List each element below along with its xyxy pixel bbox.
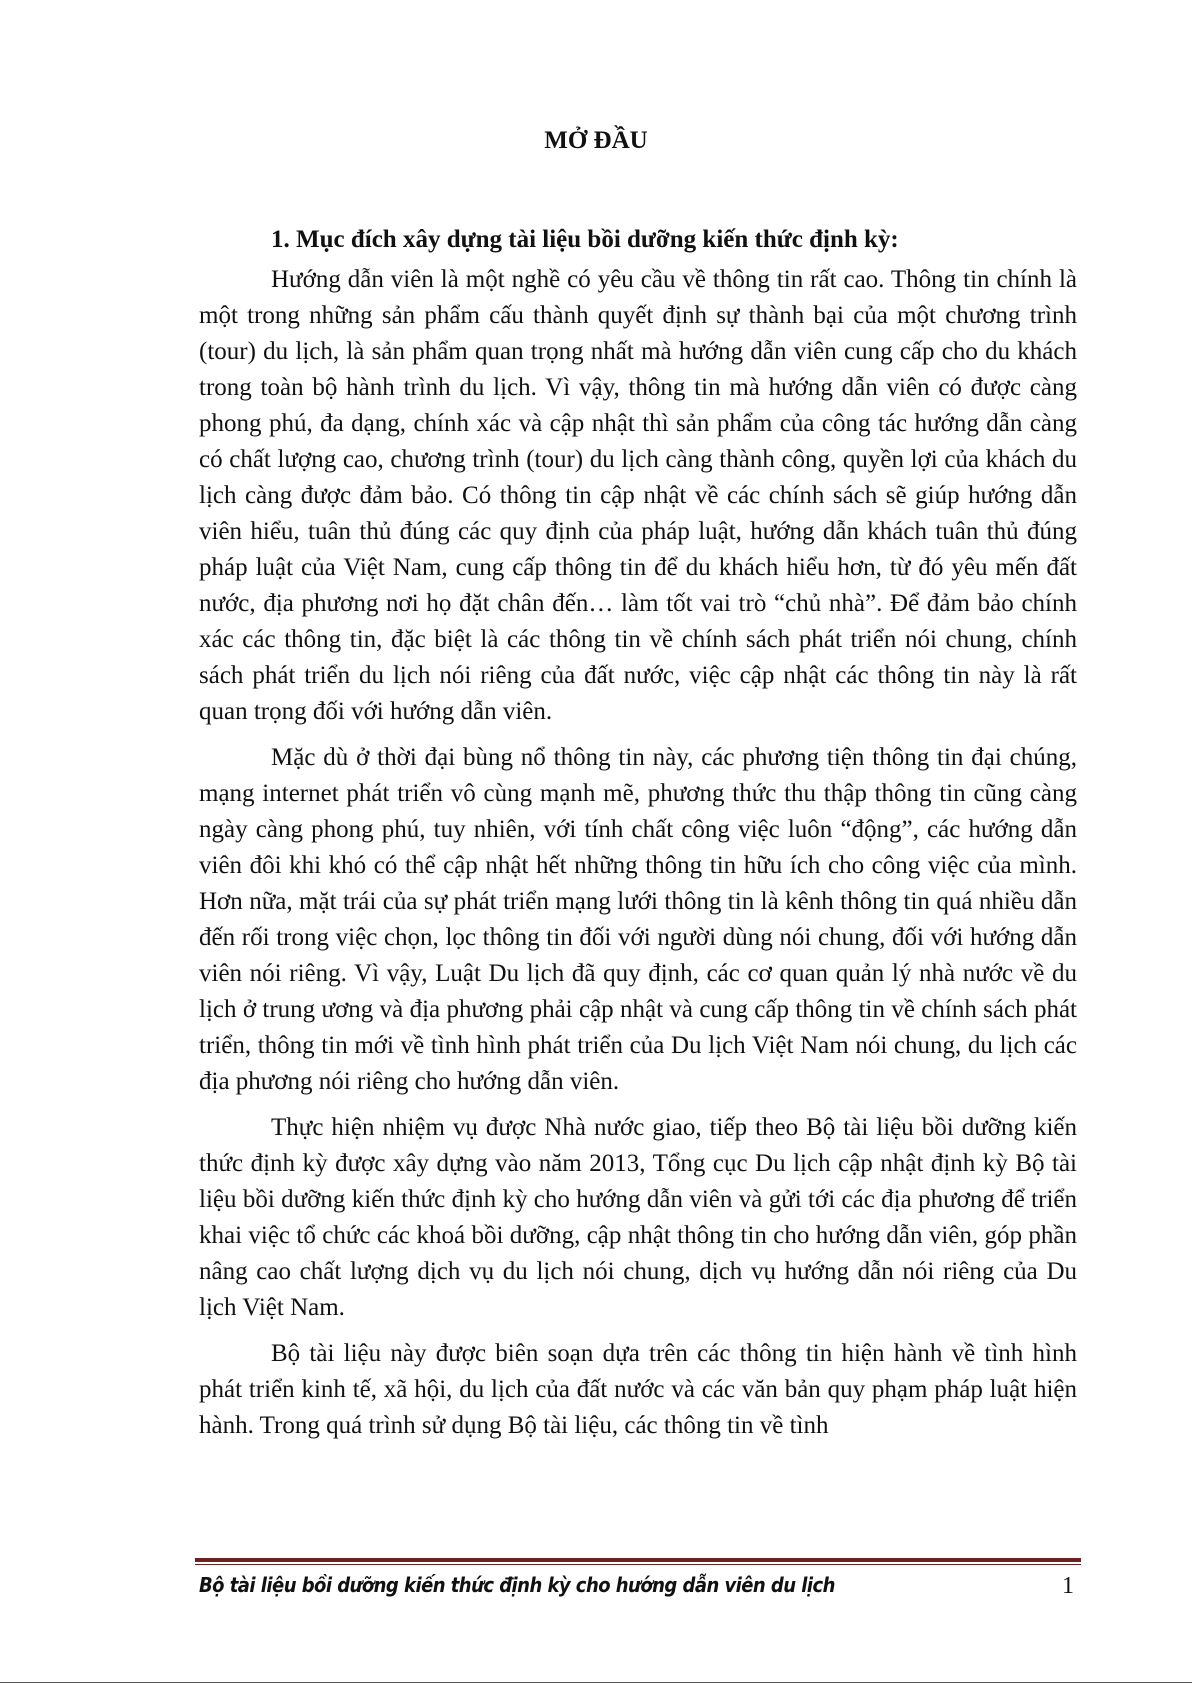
paragraph: Mặc dù ở thời đại bùng nổ thông tin này, các phương tiện thông tin đại chúng, mạng internet phát triển vô cùng mạnh mẽ, phương thức thu thập thông tin cũng càng ngày càng phong phú, tuy nhiên, với tính chất công việc luôn “động”, các hướng dẫn viên đôi khi khó có thể cập nhật hết những thông tin hữu ích cho công việc của mình. Hơn nữa, mặt trái của sự phát triển mạng lưới thông tin là kênh thông tin quá nhiều dẫn đến rối trong việc chọn, lọc thông tin đối với người dùng nói chung, đối với hướng dẫn viên nói riêng. Vì vậy, Luật Du lịch đã quy định, các cơ quan quản lý nhà nước về du lịch ở trung ương và địa phương phải cập nhật và cung cấp thông tin về chính sách phát triển, thông tin mới về tình hình phát triển của Du lịch Việt Nam nói chung, du lịch các địa phương nói riêng cho hướng dẫn viên. (199, 744, 1077, 1095)
page-edge (0, 1682, 1192, 1683)
footer-divider (195, 1558, 1081, 1562)
paragraph: Hướng dẫn viên là một nghề có yêu cầu về thông tin rất cao. Thông tin chính là một trong những sản phẩm cấu thành quyết định sự thành bại của một chương trình (tour) du lịch, là sản phẩm quan trọng nhất mà hướng dẫn viên cung cấp cho du khách trong toàn bộ hành trình du lịch. Vì vậy, thông tin mà hướng dẫn viên có được càng phong phú, đa dạng, chính xác và cập nhật thì sản phẩm của công tác hướng dẫn càng có chất lượng cao, chương trình (tour) du lịch càng thành công, quyền lợi của khách du lịch càng được đảm bảo. Có thông tin cập nhật về các chính sách sẽ giúp hướng dẫn viên hiểu, tuân thủ đúng các quy định của pháp luật, hướng dẫn khách tuân thủ đúng pháp luật của Việt Nam, cung cấp thông tin để du khách hiểu hơn, từ đó yêu mến đất nước, địa phương nơi họ đặt chân đến… làm tốt vai trò “chủ nhà”. Để đảm bảo chính xác các thông tin, đặc biệt là các thông tin về chính sách phát triển nói chung, chính sách phát triển du lịch nói riêng của đất nước, việc cập nhật các thông tin này là rất quan trọng đối với hướng dẫn viên. (199, 266, 1077, 725)
footer-text: Bộ tài liệu bồi dưỡng kiến thức định kỳ cho hướng dẫn viên du lịch (199, 1573, 835, 1597)
page-number: 1 (1062, 1573, 1074, 1599)
section-heading: 1. Mục đích xây dựng tài liệu bồi dưỡng kiến thức định kỳ: (271, 226, 899, 253)
paragraph: Thực hiện nhiệm vụ được Nhà nước giao, tiếp theo Bộ tài liệu bồi dưỡng kiến thức định kỳ được xây dựng vào năm 2013, Tổng cục Du lịch cập nhật định kỳ Bộ tài liệu bồi dưỡng kiến thức định kỳ cho hướng dẫn viên và gửi tới các địa phương để triển khai việc tổ chức các khoá bồi dưỡng, cập nhật thông tin cho hướng dẫn viên, góp phần nâng cao chất lượng dịch vụ du lịch nói chung, dịch vụ hướng dẫn nói riêng của Du lịch Việt Nam. (199, 1114, 1077, 1321)
page-title: MỞ ĐẦU (544, 127, 648, 154)
paragraph: Bộ tài liệu này được biên soạn dựa trên các thông tin hiện hành về tình hình phát triển kinh tế, xã hội, du lịch của đất nước và các văn bản quy phạm pháp luật hiện hành. Trong quá trình sử dụng Bộ tài liệu, các thông tin về tình (199, 1340, 1077, 1439)
document-body (199, 222, 1077, 1454)
footer-divider-thin (195, 1564, 1081, 1565)
